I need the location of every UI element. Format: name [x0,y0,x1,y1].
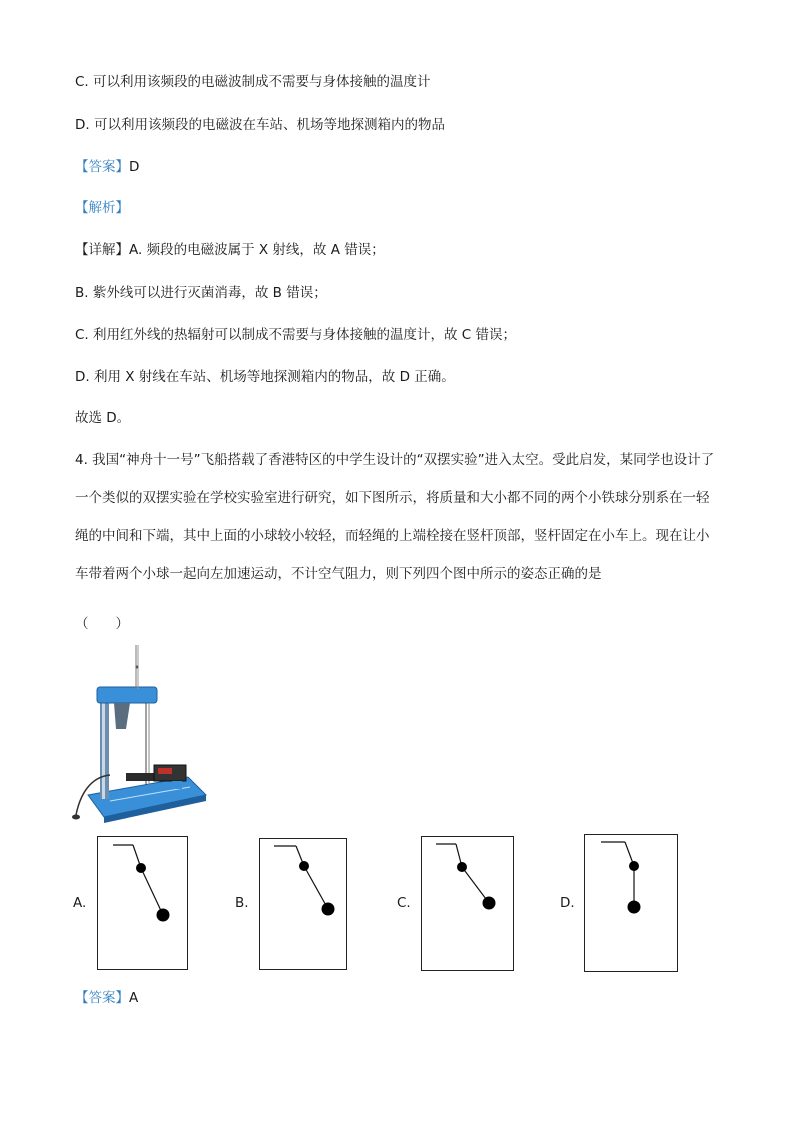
large-ball [322,903,335,916]
question-4-answer-line [75,988,138,1008]
option-b-figure [259,838,347,970]
large-ball [628,901,641,914]
small-ball [457,862,467,872]
conclusion-text: 故选 D。 [75,410,131,426]
option-b-label: B. [235,895,249,911]
small-ball [299,861,309,871]
option-c-text: C. 可以利用该频段的电磁波制成不需要与身体接触的温度计 [75,74,431,90]
option-d-text: D. 可以利用该频段的电磁波在车站、机场等地探测箱内的物品 [75,117,445,133]
option-d-figure [584,834,678,972]
question-4-stem: 4. 我国“神舟十一号”飞船搭载了香港特区的中学生设计的“双摆实验”进入太空。受此启发，某同学也设计了一个类似的双摆实验在学校实验室进行研究，如下图所示，将质量和大小都不同的两个小铁球分别系在一轻绳的中间和下端，其中上面的小球较小较轻，而轻绳的上端栓接在竖杆顶部，竖杆固定在小车上。现在让小车带着两个小球一起向左加速运动，不计空气阻力，则下列四个图中所示的姿态正确的是 [75,452,715,582]
large-ball [157,909,170,922]
answer-value: D [129,159,140,175]
detail-b-text: B. 紫外线可以进行灭菌消毒，故 B 错误； [75,285,327,301]
option-a-label: A. [73,895,87,911]
detail-tag: 【详解】 [75,242,129,258]
detail-a-text: A. 频段的电磁波属于 X 射线，故 A 错误； [129,242,385,258]
small-ball [629,861,639,871]
detail-a-line [75,240,385,260]
lower-string [141,868,163,915]
lower-string [304,866,328,909]
small-ball [136,863,146,873]
option-a-figure [97,836,188,970]
detail-d-text: D. 利用 X 射线在车站、机场等地探测箱内的物品，故 D 正确。 [75,369,455,385]
question-4-blank: （ ） [75,616,129,632]
lower-string [462,867,489,903]
option-c-label: C. [397,895,411,911]
question-4-answer-value: A [129,990,139,1006]
large-ball [483,897,496,910]
double-pendulum-apparatus-photo [70,645,210,825]
question-4-answer-tag: 【答案】 [75,990,129,1006]
option-d-label: D. [560,895,575,911]
answer-tag: 【答案】 [75,159,129,175]
detail-c-text: C. 利用红外线的热辐射可以制成不需要与身体接触的温度计，故 C 错误； [75,327,517,343]
option-c-figure [421,836,514,971]
analysis-tag: 【解析】 [75,200,129,216]
answer-line [75,157,139,177]
